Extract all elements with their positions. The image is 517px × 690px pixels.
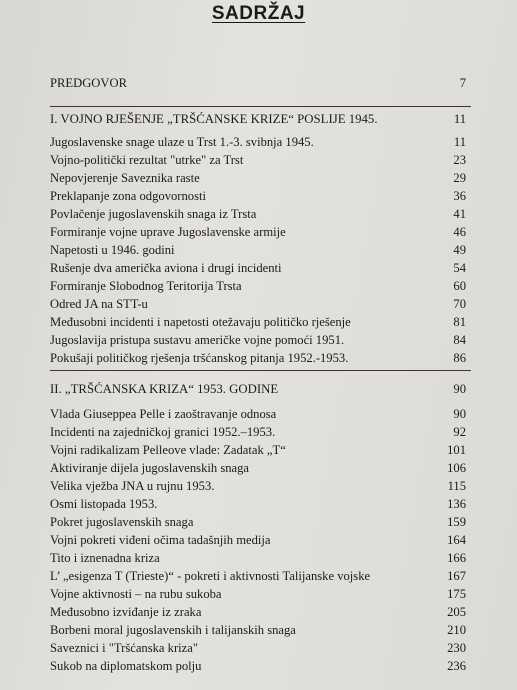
entry-title: Rušenje dva američka aviona i drugi incidenti <box>50 261 282 275</box>
toc-entry[interactable] <box>50 585 466 603</box>
entry-page: 90 <box>453 407 466 421</box>
entry-page: 175 <box>447 587 466 601</box>
toc-entry[interactable] <box>50 477 466 495</box>
entry-page: 210 <box>447 623 466 637</box>
entry-title: Formiranje vojne uprave Jugoslavenske armije <box>50 225 286 239</box>
entry-title: Preklapanje zona odgovornosti <box>50 189 206 203</box>
entry-page: 230 <box>447 641 466 655</box>
entry-page: 159 <box>447 515 466 529</box>
entry-page: 36 <box>453 189 466 203</box>
toc-entry[interactable] <box>50 639 466 657</box>
entry-page: 90 <box>453 382 466 396</box>
entry-page: 46 <box>453 225 466 239</box>
entry-title: Aktiviranje dijela jugoslavenskih snaga <box>50 461 250 475</box>
toc-entry[interactable] <box>50 531 466 549</box>
toc-entry[interactable] <box>50 205 466 223</box>
entry-title: Osmi listopada 1953. <box>50 497 158 511</box>
toc-entry[interactable] <box>50 441 466 459</box>
section-divider <box>50 106 471 107</box>
entry-page: 11 <box>453 112 466 126</box>
entry-title: Pokušaji političkog rješenja tršćanskog pitanja 1952.-1953. <box>50 351 349 365</box>
toc-entry[interactable] <box>50 313 466 331</box>
entry-page: 164 <box>447 533 466 547</box>
toc-entry[interactable] <box>50 169 466 187</box>
toc-entry-preface[interactable] <box>50 74 466 92</box>
entry-title: Vojni pokreti viđeni očima tadašnjih medija <box>50 533 271 547</box>
entry-title: Nepovjerenje Saveznika raste <box>50 171 200 185</box>
toc-entry[interactable] <box>50 151 466 169</box>
entry-title: Sukob na diplomatskom polju <box>50 659 202 673</box>
entry-page: 84 <box>453 333 466 347</box>
toc-entry[interactable] <box>50 513 466 531</box>
entry-page: 70 <box>453 297 466 311</box>
toc-entry[interactable] <box>50 459 466 477</box>
entry-page: 136 <box>447 497 466 511</box>
toc-entry[interactable] <box>50 567 466 585</box>
entry-title: Međusobni incidenti i napetosti otežavaju političko rješenje <box>50 315 351 329</box>
toc-entry[interactable] <box>50 621 466 639</box>
entry-title: Vojni radikalizam Pelleove vlade: Zadatak „T“ <box>50 443 286 457</box>
entry-title: II. „TRŠĆANSKA KRIZA“ 1953. GODINE <box>50 382 279 396</box>
entry-page: 167 <box>447 569 466 583</box>
toc-entry[interactable] <box>50 349 466 367</box>
toc-entry[interactable] <box>50 223 466 241</box>
entry-page: 41 <box>453 207 466 221</box>
toc-entry[interactable] <box>50 295 466 313</box>
entry-page: 115 <box>447 479 466 493</box>
entry-page: 29 <box>453 171 466 185</box>
entry-title: Vojne aktivnosti – na rubu sukoba <box>50 587 222 601</box>
toc-entry[interactable] <box>50 603 466 621</box>
entry-title: Saveznici i "Tršćanska kriza" <box>50 641 198 655</box>
toc-entry[interactable] <box>50 549 466 567</box>
entry-page: 54 <box>453 261 466 275</box>
toc-entry[interactable] <box>50 133 466 151</box>
entry-title: Tito i iznenadna kriza <box>50 551 160 565</box>
toc-section-heading[interactable] <box>50 110 466 128</box>
entry-title: Velika vježba JNA u rujnu 1953. <box>50 479 215 493</box>
entry-page: 101 <box>447 443 466 457</box>
toc-entry[interactable] <box>50 405 466 423</box>
entry-page: 236 <box>447 659 466 673</box>
toc-section-heading[interactable] <box>50 380 466 398</box>
entry-page: 86 <box>453 351 466 365</box>
toc-entry[interactable] <box>50 187 466 205</box>
entry-title: Međusobno izviđanje iz zraka <box>50 605 202 619</box>
entry-page: 60 <box>453 279 466 293</box>
entry-page: 166 <box>447 551 466 565</box>
toc-entry[interactable] <box>50 241 466 259</box>
entry-title: Pokret jugoslavenskih snaga <box>50 515 194 529</box>
entry-page: 92 <box>453 425 466 439</box>
entry-title: Jugoslavija pristupa sustavu američke vojne pomoći 1951. <box>50 333 345 347</box>
entry-page: 11 <box>453 135 466 149</box>
entry-title: PREDGOVOR <box>50 76 127 90</box>
entry-page: 81 <box>453 315 466 329</box>
entry-title: Borbeni moral jugoslavenskih i talijanskih snaga <box>50 623 296 637</box>
toc-entry[interactable] <box>50 331 466 349</box>
entry-page: 106 <box>447 461 466 475</box>
entry-page: 205 <box>447 605 466 619</box>
entry-title: Odred JA na STT-u <box>50 297 148 311</box>
entry-title: Formiranje Slobodnog Teritorija Trsta <box>50 279 242 293</box>
entry-page: 7 <box>459 76 466 90</box>
section-divider <box>50 370 471 371</box>
entry-title: Incidenti na zajedničkoj granici 1952.–1953. <box>50 425 276 439</box>
entry-title: L’ „esigenza T (Trieste)“ - pokreti i aktivnosti Talijanske vojske <box>50 569 371 583</box>
entry-page: 49 <box>453 243 466 257</box>
entry-title: Napetosti u 1946. godini <box>50 243 175 257</box>
entry-page: 23 <box>453 153 466 167</box>
entry-title: Jugoslavenske snage ulaze u Trst 1.-3. svibnja 1945. <box>50 135 314 149</box>
toc-entry[interactable] <box>50 657 466 675</box>
entry-title: Vlada Giuseppea Pelle i zaoštravanje odnosa <box>50 407 277 421</box>
entry-title: Vojno-politički rezultat "utrke" za Trst <box>50 153 244 167</box>
toc-entry[interactable] <box>50 259 466 277</box>
entry-title: Povlačenje jugoslavenskih snaga iz Trsta <box>50 207 257 221</box>
page-title: SADRŽAJ <box>211 3 306 24</box>
toc-entry[interactable] <box>50 277 466 295</box>
entry-title: I. VOJNO RJEŠENJE „TRŠĆANSKE KRIZE“ POSLIJE 1945. <box>50 112 378 126</box>
toc-entry[interactable] <box>50 423 466 441</box>
toc-entry[interactable] <box>50 495 466 513</box>
